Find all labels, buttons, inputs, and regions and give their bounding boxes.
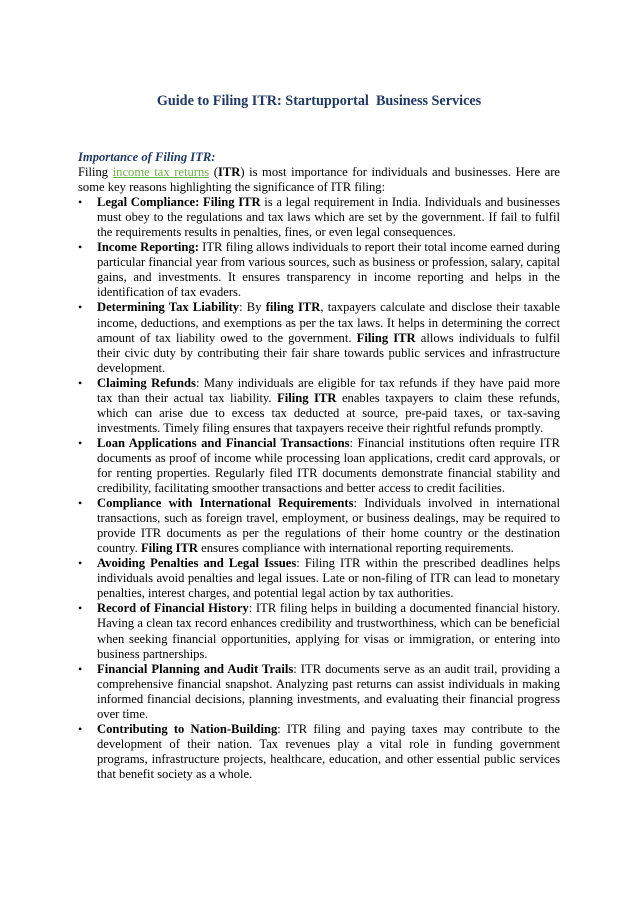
list-item [78,556,560,601]
intro-middle: ( [209,165,218,180]
list-item-text: ITR filing allows individuals to report their total income earned during particular financial year from various sources, such as business or profession, salary, capital gains, and investments. It ensures transparency in income reporting and helps in the identification of tax evaders. [97,240,560,300]
bullet-icon: • [78,240,83,255]
bullet-icon: • [78,195,83,210]
list-item [78,240,560,300]
list-item-bold-text: Contributing to Nation-Building [97,721,278,736]
list-item-bold-text: Compliance with International Requirements [97,496,354,511]
section-heading: Importance of Filing ITR: [78,150,216,164]
list-item-bold-text: filing ITR [265,300,321,315]
intro-paragraph [78,165,560,195]
list-item [78,300,560,375]
list-item [78,496,560,556]
intro-suffix: ) is most importance for individuals and businesses. Here are some key reasons highlighting the significance of ITR filing: [78,165,561,195]
list-item-text: ensures compliance with international reporting requirements. [198,541,514,556]
bullet-icon: • [78,496,83,511]
income-tax-returns-link[interactable]: income tax returns [112,165,210,180]
list-item-bold-text: Financial Planning and Audit Trails [97,661,294,676]
list-item-bold-text: Income Reporting: [97,240,199,255]
list-item [78,376,560,436]
list-item-text: : ITR filing helps in building a documented financial history. Having a clean tax record enhances credibility and trustworthiness, which can be beneficial when seeking financial opportunities, applying for visas or immigration, or entering into business partnerships. [97,601,560,661]
list-item-bold-text: Filing ITR [277,390,337,405]
bullet-icon: • [78,601,83,616]
list-item-text: is a legal requirement in India. Individuals and businesses must obey to the regulations and tax laws which are set by the government. If fail to fulfil the requirements results in penalties, fines, or even legal consequences. [97,195,560,240]
list-item-text: : Individuals involved in international transactions, such as foreign travel, employment, or business dealings, may be required to provide ITR documents as per the regulations of their home country or the destination country. [97,496,560,556]
list-item [78,601,560,661]
list-item-bold-text: Claiming Refunds [97,375,196,390]
bullet-icon: • [78,375,83,390]
list-item [78,722,560,782]
list-item-bold-text: Record of Financial History [97,601,249,616]
list-item [78,195,560,240]
intro-prefix: Filing [78,165,113,180]
list-item [78,662,560,722]
list-item-bold-text: Avoiding Penalties and Legal Issues [97,556,297,571]
list-item [78,436,560,496]
list-item-bold-text: Determining Tax Liability [97,300,240,315]
list-item-text: : ITR documents serve as an audit trail, providing a comprehensive financial snapshot. Analyzing past returns can assist individuals in making informed financial decisions, planning investments, and evaluating their financial progress over time. [97,661,560,721]
list-item-text: : By [239,300,266,315]
list-item-text: : Filing ITR within the prescribed deadlines helps individuals avoid penalties and legal issues. Late or non-filing of ITR can lead to monetary penalties, interest charges, and potential legal action by tax authorities. [97,556,560,601]
list-item-bold-text: Filing ITR [140,541,198,556]
bullet-icon: • [78,435,83,450]
bullet-icon: • [78,300,83,315]
bullet-icon: • [78,721,83,736]
list-item-text: enables taxpayers to claim these refunds, which can arise due to excess tax deducted at source, pre-paid taxes, or tax-saving investments. Timely filing ensures that taxpayers receive their rightful refunds promptly. [97,390,560,435]
list-item-text: : Many individuals are eligible for tax refunds if they have paid more tax than their actual tax liability. [97,375,560,405]
list-item-bold-text: Loan Applications and Financial Transactions [97,435,350,450]
list-item-text: allows individuals to fulfil their civic duty by contributing their fair share towards public services and infrastructure development. [97,330,560,375]
reasons-list [78,195,560,782]
bullet-icon: • [78,556,83,571]
document-title: Guide to Filing ITR: Startupportal Business Services [156,93,482,109]
document-body [78,150,560,782]
list-item-text: : ITR filing and paying taxes may contribute to the development of their nation. Tax revenues play a vital role in funding government programs, infrastructure projects, healthcare, education, and other essential public services that benefit society as a whole. [97,721,560,781]
list-item-text: : Financial institutions often require ITR documents as proof of income while processing loan applications, credit card approvals, or for renting properties. Regularly filed ITR documents demonstrate financial stability and credibility, facilitating smoother transactions and better access to credit facilities. [97,435,560,496]
bullet-icon: • [78,661,83,676]
list-item-bold-text: Filing ITR [356,330,416,345]
list-item-bold-text: Legal Compliance: Filing ITR [97,195,261,210]
list-item-text: , taxpayers calculate and disclose their taxable income, deductions, and exemptions as per the tax laws. It helps in determining the correct amount of tax liability owed to the government. [97,300,560,345]
intro-abbr: ITR [217,165,241,180]
